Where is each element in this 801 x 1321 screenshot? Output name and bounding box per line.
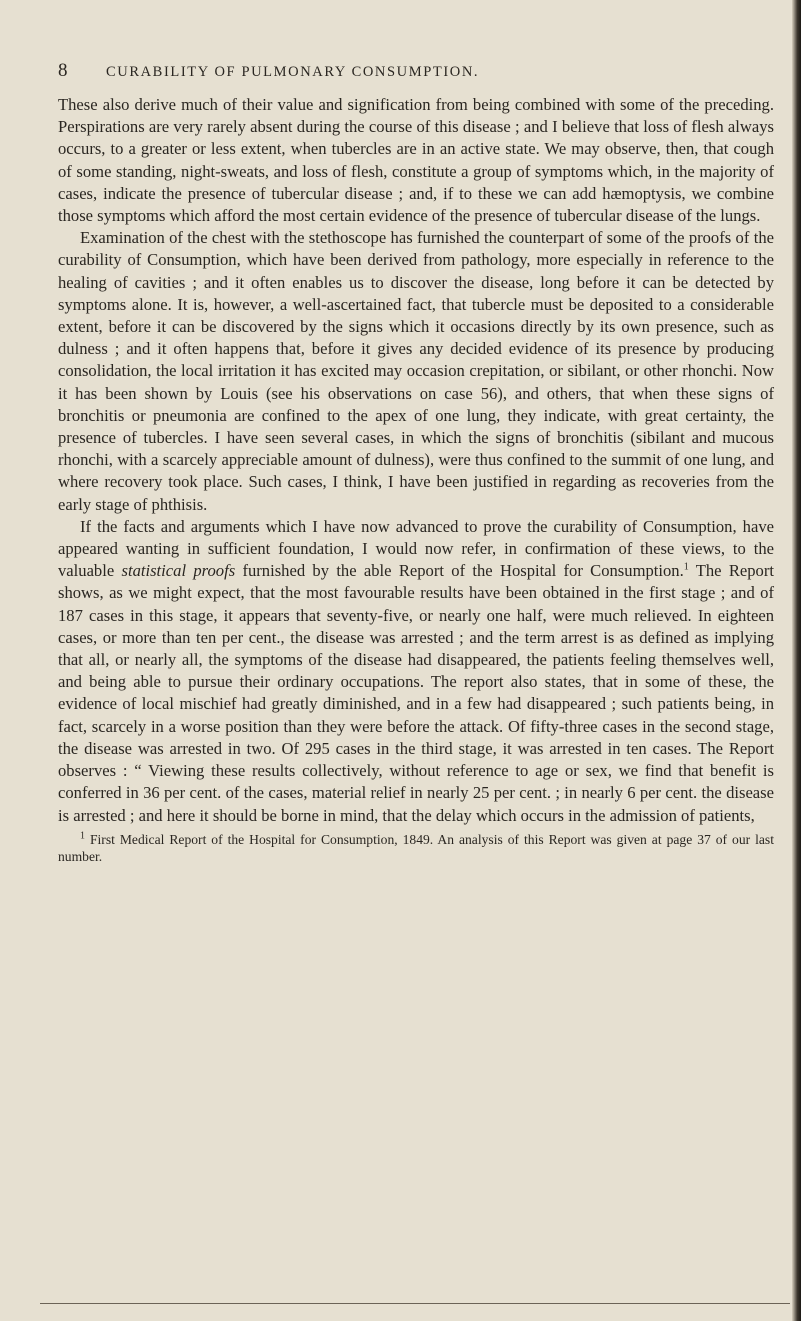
book-page bbox=[58, 58, 774, 865]
paragraph-2: Examination of the chest with the stethoscope has furnished the counterpart of some of the proofs of the curability of Consumption, which have been derived from pathology, more especially in reference to the healing of cavities ; and it often enables us to discover the disease, long before it can be detected by symptoms alone. It is, however, a well-ascertained fact, that tubercle must be deposited to a considerable extent, before it can be discovered by the signs which it occasions directly by its own presence, such as dulness ; and it often happens that, before it gives any decided evidence of its presence by producing consolidation, the local irritation it has excited may occasion crepitation, or sibilant, or other rhonchi. Now it has been shown by Louis (see his observations on case 56), and others, that when these signs of bronchitis or pneumonia are confined to the apex of one lung, they indicate, with great certainty, the presence of tubercles. I have seen several cases, in which the signs of bronchitis (sibilant and mucous rhonchi, with a scarcely appreciable amount of dulness), were thus confined to the summit of one lung, and where recovery took place. Such cases, I think, I have been justified in regarding as recoveries from the early stage of phthisis. bbox=[58, 228, 774, 514]
page-number: 8 bbox=[58, 60, 68, 81]
page-edge-shadow bbox=[792, 0, 801, 1321]
paragraph-3-text-c: The Report shows, as we might expect, that the most favourable results have been obtained in the first stage ; and of 187 cases in this stage, it appears that seventy-five, or nearly one half, were much relieved. In eighteen cases, or more than ten per cent., the disease was arrested ; and the term arrest is as defined as implying that all, or nearly all, the symptoms of the disease had disappeared, the patients feeling themselves well, and being able to pursue their ordinary occupations. The report also states, that in some of these, the evidence of local mischief had greatly diminished, and in a few had disappeared ; such patients being, in fact, scarcely in a worse position than they were before the attack. Of fifty-three cases in the second stage, the disease was arrested in two. Of 295 cases in the third stage, it was arrested in ten cases. The Report observes : “ Viewing these results collectively, without reference to age or sex, we find that benefit is conferred in 36 per cent. of the cases, material relief in nearly 25 per cent. ; in nearly 6 per cent. the disease is arrested ; and here it should be borne in mind, that the delay which occurs in the admission of patients, bbox=[58, 561, 774, 825]
footnote-marker: 1 bbox=[80, 830, 85, 842]
footnote bbox=[58, 831, 774, 865]
footnote-text: First Medical Report of the Hospital for Consumption, 1849. An analysis of this Report was given at page 37 of our last number. bbox=[58, 831, 774, 864]
paragraph-3 bbox=[58, 516, 774, 827]
footnote-reference: 1 bbox=[683, 561, 689, 573]
emphasis-statistical-proofs: statistical proofs bbox=[121, 561, 236, 581]
running-head bbox=[58, 58, 774, 94]
body-text bbox=[58, 94, 774, 827]
paragraph-3-text-a: If the facts and arguments which I have now advanced to prove the curability of Consumption, have appeared wanting in sufficient foundation, I would now refer, in confirmation of these views, to the valuable bbox=[58, 516, 774, 581]
paragraph-1: These also derive much of their value and signification from being combined with some of the preceding. Perspirations are very rarely absent during the course of this disease ; and I believe that loss of flesh always occurs, to a greater or less extent, when tubercles are in an active state. We may observe, then, that cough of some standing, night-sweats, and loss of flesh, constitute a group of symptoms which, in the majority of cases, indicate the presence of tubercular disease ; and, if to these we can add hæmoptysis, we combine those symptoms which afford the most certain evidence of the presence of tubercular disease of the lungs. bbox=[58, 95, 774, 226]
page-bottom-rule bbox=[40, 1303, 790, 1304]
running-title: CURABILITY OF PULMONARY CONSUMPTION. bbox=[106, 64, 480, 80]
paragraph-3-text-b: furnished by the able Report of the Hospital for Consumption. bbox=[235, 561, 684, 581]
